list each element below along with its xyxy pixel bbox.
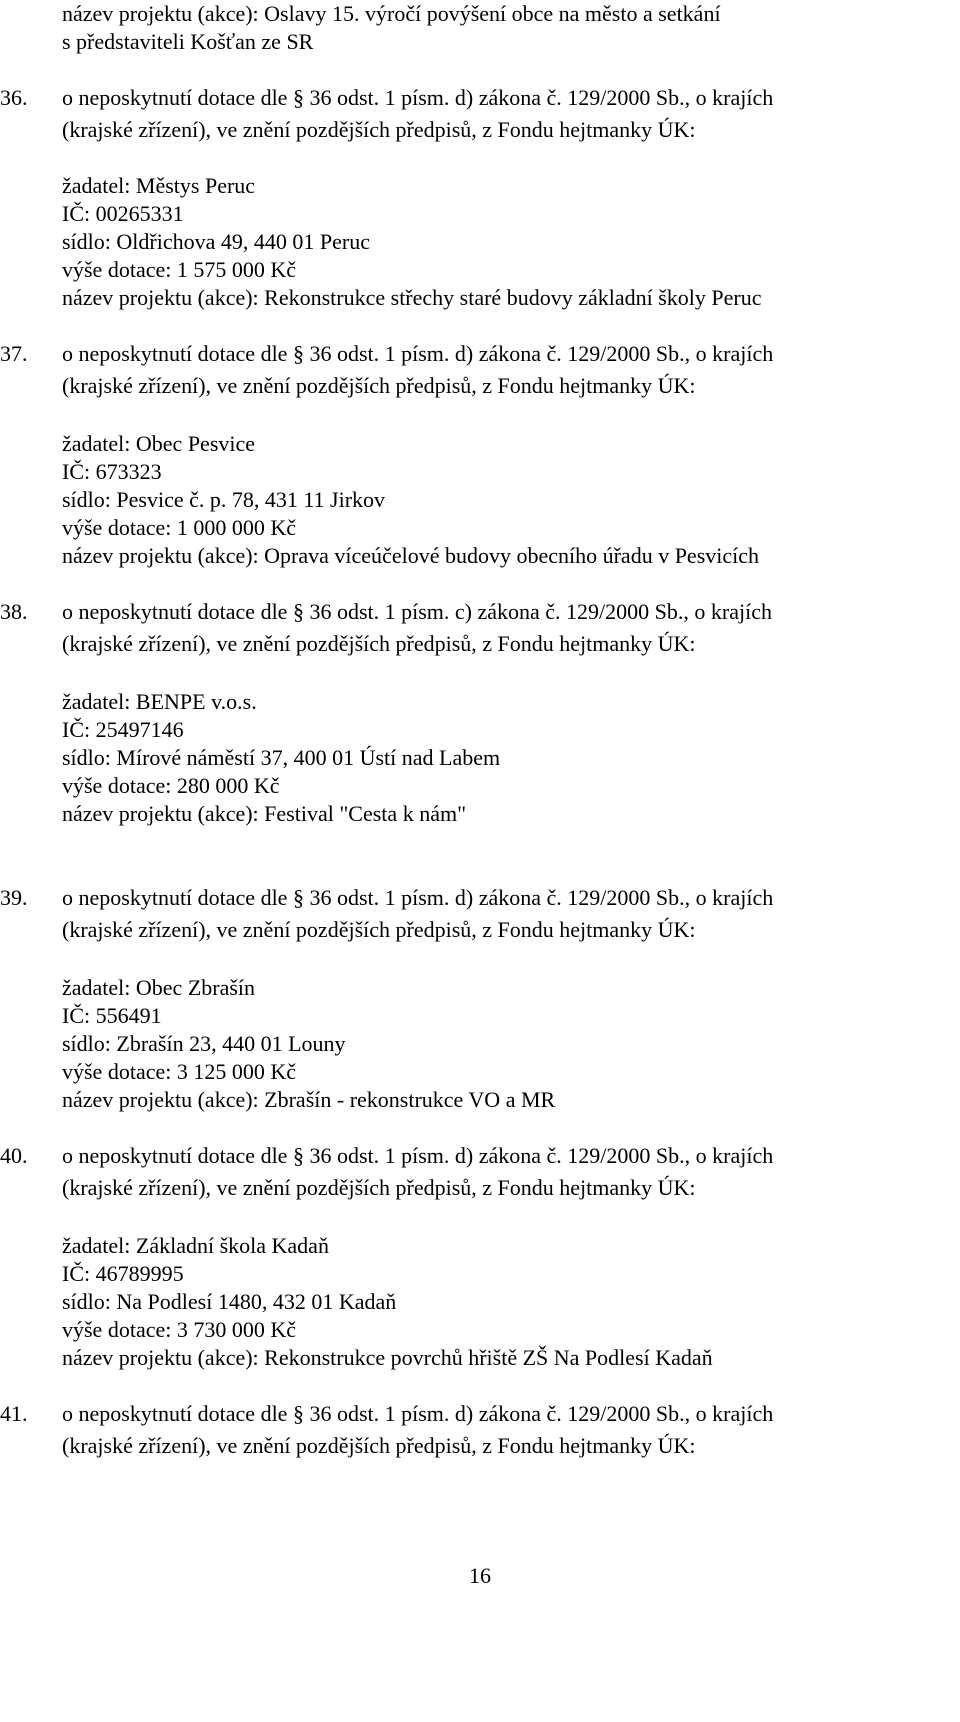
grant-amount: výše dotace: 1 000 000 Kč <box>62 515 296 540</box>
legal-basis-line-1: o neposkytnutí dotace dle § 36 odst. 1 písm. d) zákona č. 129/2000 Sb., o krajích <box>62 1401 774 1426</box>
seat: sídlo: Zbrašín 23, 440 01 Louny <box>62 1031 346 1056</box>
grant-amount: výše dotace: 3 730 000 Kč <box>62 1317 296 1342</box>
applicant: žadatel: Obec Zbrašín <box>62 975 256 1000</box>
project-name: název projektu (akce): Rekonstrukce střechy staré budovy základní školy Peruc <box>62 285 762 310</box>
applicant: žadatel: Obec Pesvice <box>62 431 256 456</box>
legal-basis-line-2: (krajské zřízení), ve znění pozdějších předpisů, z Fondu hejtmanky ÚK: <box>62 1175 696 1200</box>
legal-basis-line-1: o neposkytnutí dotace dle § 36 odst. 1 písm. d) zákona č. 129/2000 Sb., o krajích <box>62 1143 774 1168</box>
legal-basis-line-2: (krajské zřízení), ve znění pozdějších předpisů, z Fondu hejtmanky ÚK: <box>62 1433 696 1458</box>
item-number: 39. <box>0 885 28 910</box>
legal-basis-line-2: (krajské zřízení), ve znění pozdějších předpisů, z Fondu hejtmanky ÚK: <box>62 631 696 656</box>
prev-project-line-1: název projektu (akce): Oslavy 15. výročí povýšení obce na město a setkání <box>62 1 721 26</box>
seat: sídlo: Na Podlesí 1480, 432 01 Kadaň <box>62 1289 397 1314</box>
grant-amount: výše dotace: 3 125 000 Kč <box>62 1059 296 1084</box>
legal-basis-line-1: o neposkytnutí dotace dle § 36 odst. 1 písm. c) zákona č. 129/2000 Sb., o krajích <box>62 599 772 624</box>
seat: sídlo: Pesvice č. p. 78, 431 11 Jirkov <box>62 487 386 512</box>
item-number: 40. <box>0 1143 28 1168</box>
project-name: název projektu (akce): Oprava víceúčelové budovy obecního úřadu v Pesvicích <box>62 543 760 568</box>
legal-basis-line-1: o neposkytnutí dotace dle § 36 odst. 1 písm. d) zákona č. 129/2000 Sb., o krajích <box>62 341 774 366</box>
company-id: IČ: 673323 <box>62 459 162 484</box>
legal-basis-line-1: o neposkytnutí dotace dle § 36 odst. 1 písm. d) zákona č. 129/2000 Sb., o krajích <box>62 885 774 910</box>
legal-basis-line-2: (krajské zřízení), ve znění pozdějších předpisů, z Fondu hejtmanky ÚK: <box>62 373 696 398</box>
legal-basis-line-2: (krajské zřízení), ve znění pozdějších předpisů, z Fondu hejtmanky ÚK: <box>62 117 696 142</box>
company-id: IČ: 46789995 <box>62 1261 184 1286</box>
item-number: 36. <box>0 85 28 110</box>
applicant: žadatel: Základní škola Kadaň <box>62 1233 329 1258</box>
grant-amount: výše dotace: 1 575 000 Kč <box>62 257 296 282</box>
applicant: žadatel: BENPE v.o.s. <box>62 689 257 714</box>
company-id: IČ: 556491 <box>62 1003 162 1028</box>
project-name: název projektu (akce): Zbrašín - rekonstrukce VO a MR <box>62 1087 556 1112</box>
grant-amount: výše dotace: 280 000 Kč <box>62 773 280 798</box>
item-number: 41. <box>0 1401 28 1426</box>
project-name: název projektu (akce): Festival "Cesta k nám" <box>62 801 467 826</box>
item-number: 38. <box>0 599 28 624</box>
prev-project-line-2: s představiteli Košťan ze SR <box>62 29 314 54</box>
company-id: IČ: 25497146 <box>62 717 184 742</box>
legal-basis-line-2: (krajské zřízení), ve znění pozdějších předpisů, z Fondu hejtmanky ÚK: <box>62 917 696 942</box>
item-number: 37. <box>0 341 28 366</box>
seat: sídlo: Oldřichova 49, 440 01 Peruc <box>62 229 370 254</box>
project-name: název projektu (akce): Rekonstrukce povrchů hřiště ZŠ Na Podlesí Kadaň <box>62 1345 713 1370</box>
seat: sídlo: Mírové náměstí 37, 400 01 Ústí nad Labem <box>62 745 501 770</box>
applicant: žadatel: Městys Peruc <box>62 173 256 198</box>
legal-basis-line-1: o neposkytnutí dotace dle § 36 odst. 1 písm. d) zákona č. 129/2000 Sb., o krajích <box>62 85 774 110</box>
company-id: IČ: 00265331 <box>62 201 184 226</box>
page-number: 16 <box>469 1563 491 1588</box>
